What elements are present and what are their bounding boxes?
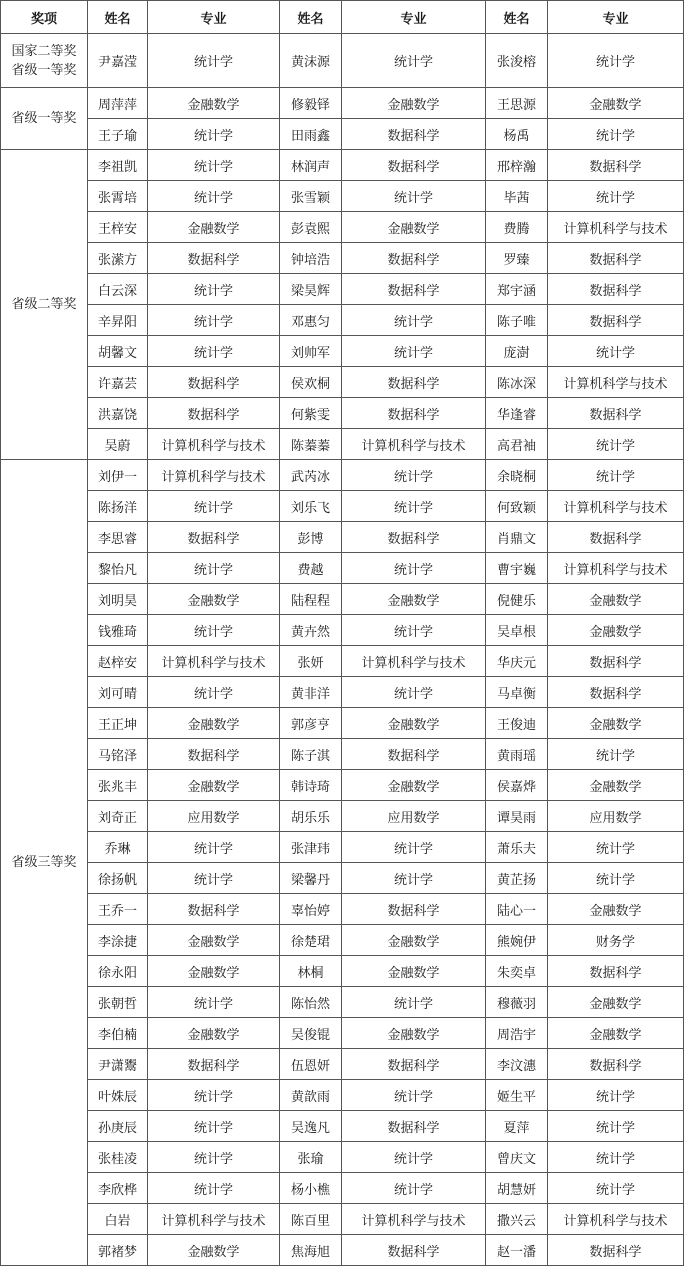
student-major: 计算机科学与技术 — [148, 460, 280, 491]
student-major: 统计学 — [548, 336, 684, 367]
student-major: 数据科学 — [548, 274, 684, 305]
student-major: 金融数学 — [548, 615, 684, 646]
student-major: 数据科学 — [548, 1235, 684, 1266]
student-name: 黄芷扬 — [486, 863, 548, 894]
student-name: 费腾 — [486, 212, 548, 243]
student-name: 彭袁熙 — [280, 212, 342, 243]
student-major: 统计学 — [342, 34, 486, 88]
student-major: 统计学 — [148, 181, 280, 212]
table-row — [1, 274, 684, 305]
table-row — [1, 34, 684, 88]
table-row — [1, 863, 684, 894]
student-major: 统计学 — [548, 1080, 684, 1111]
table-row — [1, 1080, 684, 1111]
table-row — [1, 1142, 684, 1173]
student-major: 统计学 — [148, 336, 280, 367]
table-row — [1, 1018, 684, 1049]
table-row — [1, 1235, 684, 1266]
student-major: 数据科学 — [548, 646, 684, 677]
student-name: 吴蔚 — [88, 429, 148, 460]
student-name: 王正坤 — [88, 708, 148, 739]
student-major: 统计学 — [342, 181, 486, 212]
student-name: 侯嘉烨 — [486, 770, 548, 801]
student-major: 统计学 — [548, 832, 684, 863]
student-name: 焦海旭 — [280, 1235, 342, 1266]
table-row — [1, 429, 684, 460]
student-major: 统计学 — [342, 336, 486, 367]
student-major: 金融数学 — [342, 88, 486, 119]
student-major: 统计学 — [342, 615, 486, 646]
student-major: 统计学 — [148, 491, 280, 522]
student-major: 统计学 — [148, 863, 280, 894]
student-name: 刘可晴 — [88, 677, 148, 708]
student-name: 王乔一 — [88, 894, 148, 925]
award-cell: 省级一等奖 — [1, 88, 88, 150]
student-major: 统计学 — [342, 1173, 486, 1204]
student-name: 李伯楠 — [88, 1018, 148, 1049]
student-major: 统计学 — [548, 1142, 684, 1173]
student-name: 谭昊雨 — [486, 801, 548, 832]
table-row — [1, 801, 684, 832]
header-major-2: 专业 — [342, 1, 486, 34]
student-name: 张朝哲 — [88, 987, 148, 1018]
student-major: 数据科学 — [342, 894, 486, 925]
student-name: 张兆丰 — [88, 770, 148, 801]
student-major: 统计学 — [548, 460, 684, 491]
student-name: 刘明昊 — [88, 584, 148, 615]
student-name: 黄沫源 — [280, 34, 342, 88]
student-major: 统计学 — [148, 274, 280, 305]
student-major: 统计学 — [548, 1173, 684, 1204]
student-major: 统计学 — [148, 119, 280, 150]
student-name: 黎怡凡 — [88, 553, 148, 584]
student-major: 统计学 — [148, 677, 280, 708]
student-name: 杨禹 — [486, 119, 548, 150]
table-row — [1, 88, 684, 119]
student-major: 数据科学 — [148, 522, 280, 553]
student-name: 李涂捷 — [88, 925, 148, 956]
student-name: 穆薇羽 — [486, 987, 548, 1018]
student-major: 金融数学 — [148, 956, 280, 987]
student-name: 王子瑜 — [88, 119, 148, 150]
student-name: 余晓桐 — [486, 460, 548, 491]
student-name: 陈冰深 — [486, 367, 548, 398]
student-name: 刘奇正 — [88, 801, 148, 832]
student-name: 姬生平 — [486, 1080, 548, 1111]
student-major: 金融数学 — [148, 1235, 280, 1266]
student-major: 统计学 — [342, 677, 486, 708]
student-name: 刘乐飞 — [280, 491, 342, 522]
student-major: 数据科学 — [548, 243, 684, 274]
student-name: 王俊迪 — [486, 708, 548, 739]
student-name: 撒兴云 — [486, 1204, 548, 1235]
table-row — [1, 677, 684, 708]
student-major: 计算机科学与技术 — [342, 1204, 486, 1235]
student-major: 数据科学 — [342, 150, 486, 181]
student-major: 统计学 — [548, 863, 684, 894]
student-major: 统计学 — [148, 832, 280, 863]
student-major: 数据科学 — [548, 522, 684, 553]
student-name: 陈子唯 — [486, 305, 548, 336]
table-row — [1, 1204, 684, 1235]
student-major: 金融数学 — [342, 925, 486, 956]
student-name: 华逢睿 — [486, 398, 548, 429]
student-name: 修毅铎 — [280, 88, 342, 119]
student-major: 统计学 — [548, 739, 684, 770]
student-name: 陈扬洋 — [88, 491, 148, 522]
student-major: 统计学 — [148, 150, 280, 181]
student-major: 数据科学 — [148, 739, 280, 770]
table-row — [1, 832, 684, 863]
award-cell: 省级三等奖 — [1, 460, 88, 1266]
student-name: 吴俊锟 — [280, 1018, 342, 1049]
table-row — [1, 150, 684, 181]
student-name: 毕茜 — [486, 181, 548, 212]
student-major: 应用数学 — [342, 801, 486, 832]
student-major: 计算机科学与技术 — [548, 367, 684, 398]
student-name: 马铭泽 — [88, 739, 148, 770]
student-major: 统计学 — [342, 553, 486, 584]
student-name: 熊婉伊 — [486, 925, 548, 956]
student-major: 统计学 — [342, 863, 486, 894]
student-major: 统计学 — [342, 305, 486, 336]
student-name: 李思睿 — [88, 522, 148, 553]
student-major: 统计学 — [342, 491, 486, 522]
student-name: 徐扬帆 — [88, 863, 148, 894]
student-name: 辛昇阳 — [88, 305, 148, 336]
student-name: 曾庆文 — [486, 1142, 548, 1173]
student-name: 何致颖 — [486, 491, 548, 522]
student-name: 杨小樵 — [280, 1173, 342, 1204]
student-major: 数据科学 — [342, 1049, 486, 1080]
student-name: 黄雨瑶 — [486, 739, 548, 770]
student-name: 郑宇涵 — [486, 274, 548, 305]
student-major: 应用数学 — [148, 801, 280, 832]
student-major: 数据科学 — [342, 398, 486, 429]
student-major: 统计学 — [548, 181, 684, 212]
table-row — [1, 739, 684, 770]
student-major: 金融数学 — [148, 770, 280, 801]
student-major: 金融数学 — [342, 584, 486, 615]
table-row — [1, 1111, 684, 1142]
student-major: 金融数学 — [548, 770, 684, 801]
student-name: 侯欢桐 — [280, 367, 342, 398]
student-name: 韩诗琦 — [280, 770, 342, 801]
student-major: 统计学 — [342, 832, 486, 863]
student-name: 王梓安 — [88, 212, 148, 243]
student-major: 数据科学 — [548, 956, 684, 987]
student-major: 统计学 — [548, 1111, 684, 1142]
student-major: 数据科学 — [342, 1235, 486, 1266]
student-major: 统计学 — [148, 987, 280, 1018]
student-name: 赵一潘 — [486, 1235, 548, 1266]
student-name: 吴卓根 — [486, 615, 548, 646]
student-name: 李祖凯 — [88, 150, 148, 181]
student-name: 钟培浩 — [280, 243, 342, 274]
student-major: 计算机科学与技术 — [548, 1204, 684, 1235]
student-major: 金融数学 — [148, 925, 280, 956]
student-major: 金融数学 — [148, 88, 280, 119]
student-major: 统计学 — [342, 1142, 486, 1173]
student-name: 洪嘉饶 — [88, 398, 148, 429]
student-major: 数据科学 — [342, 522, 486, 553]
student-name: 马卓衡 — [486, 677, 548, 708]
student-name: 白岩 — [88, 1204, 148, 1235]
student-major: 金融数学 — [342, 956, 486, 987]
student-name: 黄歆雨 — [280, 1080, 342, 1111]
header-name-2: 姓名 — [280, 1, 342, 34]
student-name: 张津玮 — [280, 832, 342, 863]
student-name: 郭褚梦 — [88, 1235, 148, 1266]
table-row — [1, 956, 684, 987]
student-name: 周萍萍 — [88, 88, 148, 119]
student-name: 华庆元 — [486, 646, 548, 677]
student-name: 张桂凌 — [88, 1142, 148, 1173]
student-name: 乔琳 — [88, 832, 148, 863]
student-name: 张潆方 — [88, 243, 148, 274]
student-major: 计算机科学与技术 — [548, 491, 684, 522]
table-row — [1, 212, 684, 243]
student-name: 梁昊辉 — [280, 274, 342, 305]
student-name: 徐永阳 — [88, 956, 148, 987]
header-name-3: 姓名 — [486, 1, 548, 34]
student-name: 张瑜 — [280, 1142, 342, 1173]
student-major: 数据科学 — [548, 150, 684, 181]
student-major: 金融数学 — [548, 894, 684, 925]
student-major: 金融数学 — [342, 212, 486, 243]
student-name: 胡慧妍 — [486, 1173, 548, 1204]
student-major: 应用数学 — [548, 801, 684, 832]
student-name: 尹嘉滢 — [88, 34, 148, 88]
student-major: 统计学 — [548, 119, 684, 150]
student-major: 财务学 — [548, 925, 684, 956]
student-major: 数据科学 — [342, 367, 486, 398]
student-name: 陈子淇 — [280, 739, 342, 770]
student-name: 梁馨丹 — [280, 863, 342, 894]
student-name: 徐楚珺 — [280, 925, 342, 956]
student-major: 数据科学 — [548, 305, 684, 336]
student-name: 孙庚辰 — [88, 1111, 148, 1142]
table-row — [1, 584, 684, 615]
student-name: 邓惠匀 — [280, 305, 342, 336]
student-name: 赵梓安 — [88, 646, 148, 677]
student-major: 数据科学 — [342, 274, 486, 305]
student-name: 张浚榕 — [486, 34, 548, 88]
student-name: 张雪颖 — [280, 181, 342, 212]
student-major: 金融数学 — [148, 212, 280, 243]
table-row — [1, 553, 684, 584]
table-row — [1, 615, 684, 646]
table-row — [1, 336, 684, 367]
table-row — [1, 522, 684, 553]
student-major: 计算机科学与技术 — [148, 429, 280, 460]
student-major: 计算机科学与技术 — [148, 646, 280, 677]
student-name: 陆程程 — [280, 584, 342, 615]
table-row — [1, 646, 684, 677]
student-name: 林桐 — [280, 956, 342, 987]
header-row — [1, 1, 684, 34]
student-major: 统计学 — [342, 1080, 486, 1111]
student-major: 统计学 — [148, 1111, 280, 1142]
student-major: 统计学 — [342, 987, 486, 1018]
table-row — [1, 119, 684, 150]
table-row — [1, 708, 684, 739]
student-name: 王思源 — [486, 88, 548, 119]
student-name: 田雨鑫 — [280, 119, 342, 150]
student-major: 计算机科学与技术 — [342, 429, 486, 460]
student-major: 数据科学 — [148, 243, 280, 274]
table-header — [1, 1, 684, 34]
header-award: 奖项 — [1, 1, 88, 34]
award-cell: 省级二等奖 — [1, 150, 88, 460]
student-name: 陆心一 — [486, 894, 548, 925]
student-major: 数据科学 — [342, 243, 486, 274]
student-major: 金融数学 — [148, 584, 280, 615]
student-major: 金融数学 — [342, 770, 486, 801]
student-name: 许嘉芸 — [88, 367, 148, 398]
table-row — [1, 770, 684, 801]
table-row — [1, 1049, 684, 1080]
student-major: 统计学 — [148, 305, 280, 336]
student-major: 统计学 — [148, 1142, 280, 1173]
table-body — [1, 34, 684, 1266]
student-name: 白云深 — [88, 274, 148, 305]
student-major: 统计学 — [342, 460, 486, 491]
student-name: 张霄培 — [88, 181, 148, 212]
table-row — [1, 987, 684, 1018]
student-name: 刘帅军 — [280, 336, 342, 367]
student-name: 郭彦亨 — [280, 708, 342, 739]
student-name: 曹宇巍 — [486, 553, 548, 584]
header-major-3: 专业 — [548, 1, 684, 34]
student-major: 金融数学 — [548, 987, 684, 1018]
student-name: 费越 — [280, 553, 342, 584]
student-major: 金融数学 — [548, 708, 684, 739]
student-name: 李汶潓 — [486, 1049, 548, 1080]
student-major: 计算机科学与技术 — [548, 212, 684, 243]
student-name: 萧乐夫 — [486, 832, 548, 863]
student-major: 数据科学 — [342, 119, 486, 150]
student-name: 武芮冰 — [280, 460, 342, 491]
student-major: 统计学 — [548, 34, 684, 88]
student-name: 朱奕卓 — [486, 956, 548, 987]
student-name: 伍恩妍 — [280, 1049, 342, 1080]
student-major: 数据科学 — [548, 1049, 684, 1080]
student-name: 黄非洋 — [280, 677, 342, 708]
student-major: 计算机科学与技术 — [342, 646, 486, 677]
student-major: 数据科学 — [148, 398, 280, 429]
student-major: 数据科学 — [548, 677, 684, 708]
student-name: 辜怡婷 — [280, 894, 342, 925]
student-major: 金融数学 — [148, 1018, 280, 1049]
student-major: 金融数学 — [342, 708, 486, 739]
header-major-1: 专业 — [148, 1, 280, 34]
table-row — [1, 367, 684, 398]
student-major: 计算机科学与技术 — [148, 1204, 280, 1235]
student-major: 统计学 — [548, 429, 684, 460]
student-major: 数据科学 — [548, 398, 684, 429]
table-row — [1, 181, 684, 212]
student-name: 邢梓瀚 — [486, 150, 548, 181]
student-major: 金融数学 — [548, 584, 684, 615]
table-row — [1, 894, 684, 925]
student-major: 计算机科学与技术 — [548, 553, 684, 584]
table-row — [1, 398, 684, 429]
header-name-1: 姓名 — [88, 1, 148, 34]
student-name: 张妍 — [280, 646, 342, 677]
student-major: 数据科学 — [148, 894, 280, 925]
student-name: 彭博 — [280, 522, 342, 553]
student-name: 叶姝辰 — [88, 1080, 148, 1111]
table-row — [1, 305, 684, 336]
student-name: 肖鼎文 — [486, 522, 548, 553]
student-major: 数据科学 — [148, 367, 280, 398]
student-name: 刘伊一 — [88, 460, 148, 491]
student-name: 倪健乐 — [486, 584, 548, 615]
table-row — [1, 491, 684, 522]
student-major: 统计学 — [148, 1080, 280, 1111]
student-name: 吴逸凡 — [280, 1111, 342, 1142]
table-row — [1, 243, 684, 274]
student-major: 统计学 — [148, 615, 280, 646]
student-major: 金融数学 — [548, 88, 684, 119]
student-name: 罗臻 — [486, 243, 548, 274]
student-major: 数据科学 — [342, 739, 486, 770]
student-major: 统计学 — [148, 553, 280, 584]
student-name: 胡乐乐 — [280, 801, 342, 832]
student-major: 金融数学 — [148, 708, 280, 739]
student-name: 林润声 — [280, 150, 342, 181]
table-row — [1, 460, 684, 491]
student-major: 数据科学 — [148, 1049, 280, 1080]
table-row — [1, 1173, 684, 1204]
student-name: 钱雅琦 — [88, 615, 148, 646]
student-name: 陈百里 — [280, 1204, 342, 1235]
student-name: 庞澍 — [486, 336, 548, 367]
student-name: 李欣桦 — [88, 1173, 148, 1204]
student-name: 陈怡然 — [280, 987, 342, 1018]
student-name: 夏萍 — [486, 1111, 548, 1142]
student-name: 何紫雯 — [280, 398, 342, 429]
student-name: 尹潇鬻 — [88, 1049, 148, 1080]
student-major: 数据科学 — [342, 1111, 486, 1142]
student-name: 周浩宇 — [486, 1018, 548, 1049]
award-cell: 国家二等奖 省级一等奖 — [1, 34, 88, 88]
student-major: 金融数学 — [548, 1018, 684, 1049]
student-major: 统计学 — [148, 1173, 280, 1204]
student-name: 陈蓁蓁 — [280, 429, 342, 460]
student-major: 金融数学 — [342, 1018, 486, 1049]
student-name: 胡馨文 — [88, 336, 148, 367]
student-name: 黄卉然 — [280, 615, 342, 646]
student-name: 高君袖 — [486, 429, 548, 460]
student-major: 统计学 — [148, 34, 280, 88]
table-row — [1, 925, 684, 956]
